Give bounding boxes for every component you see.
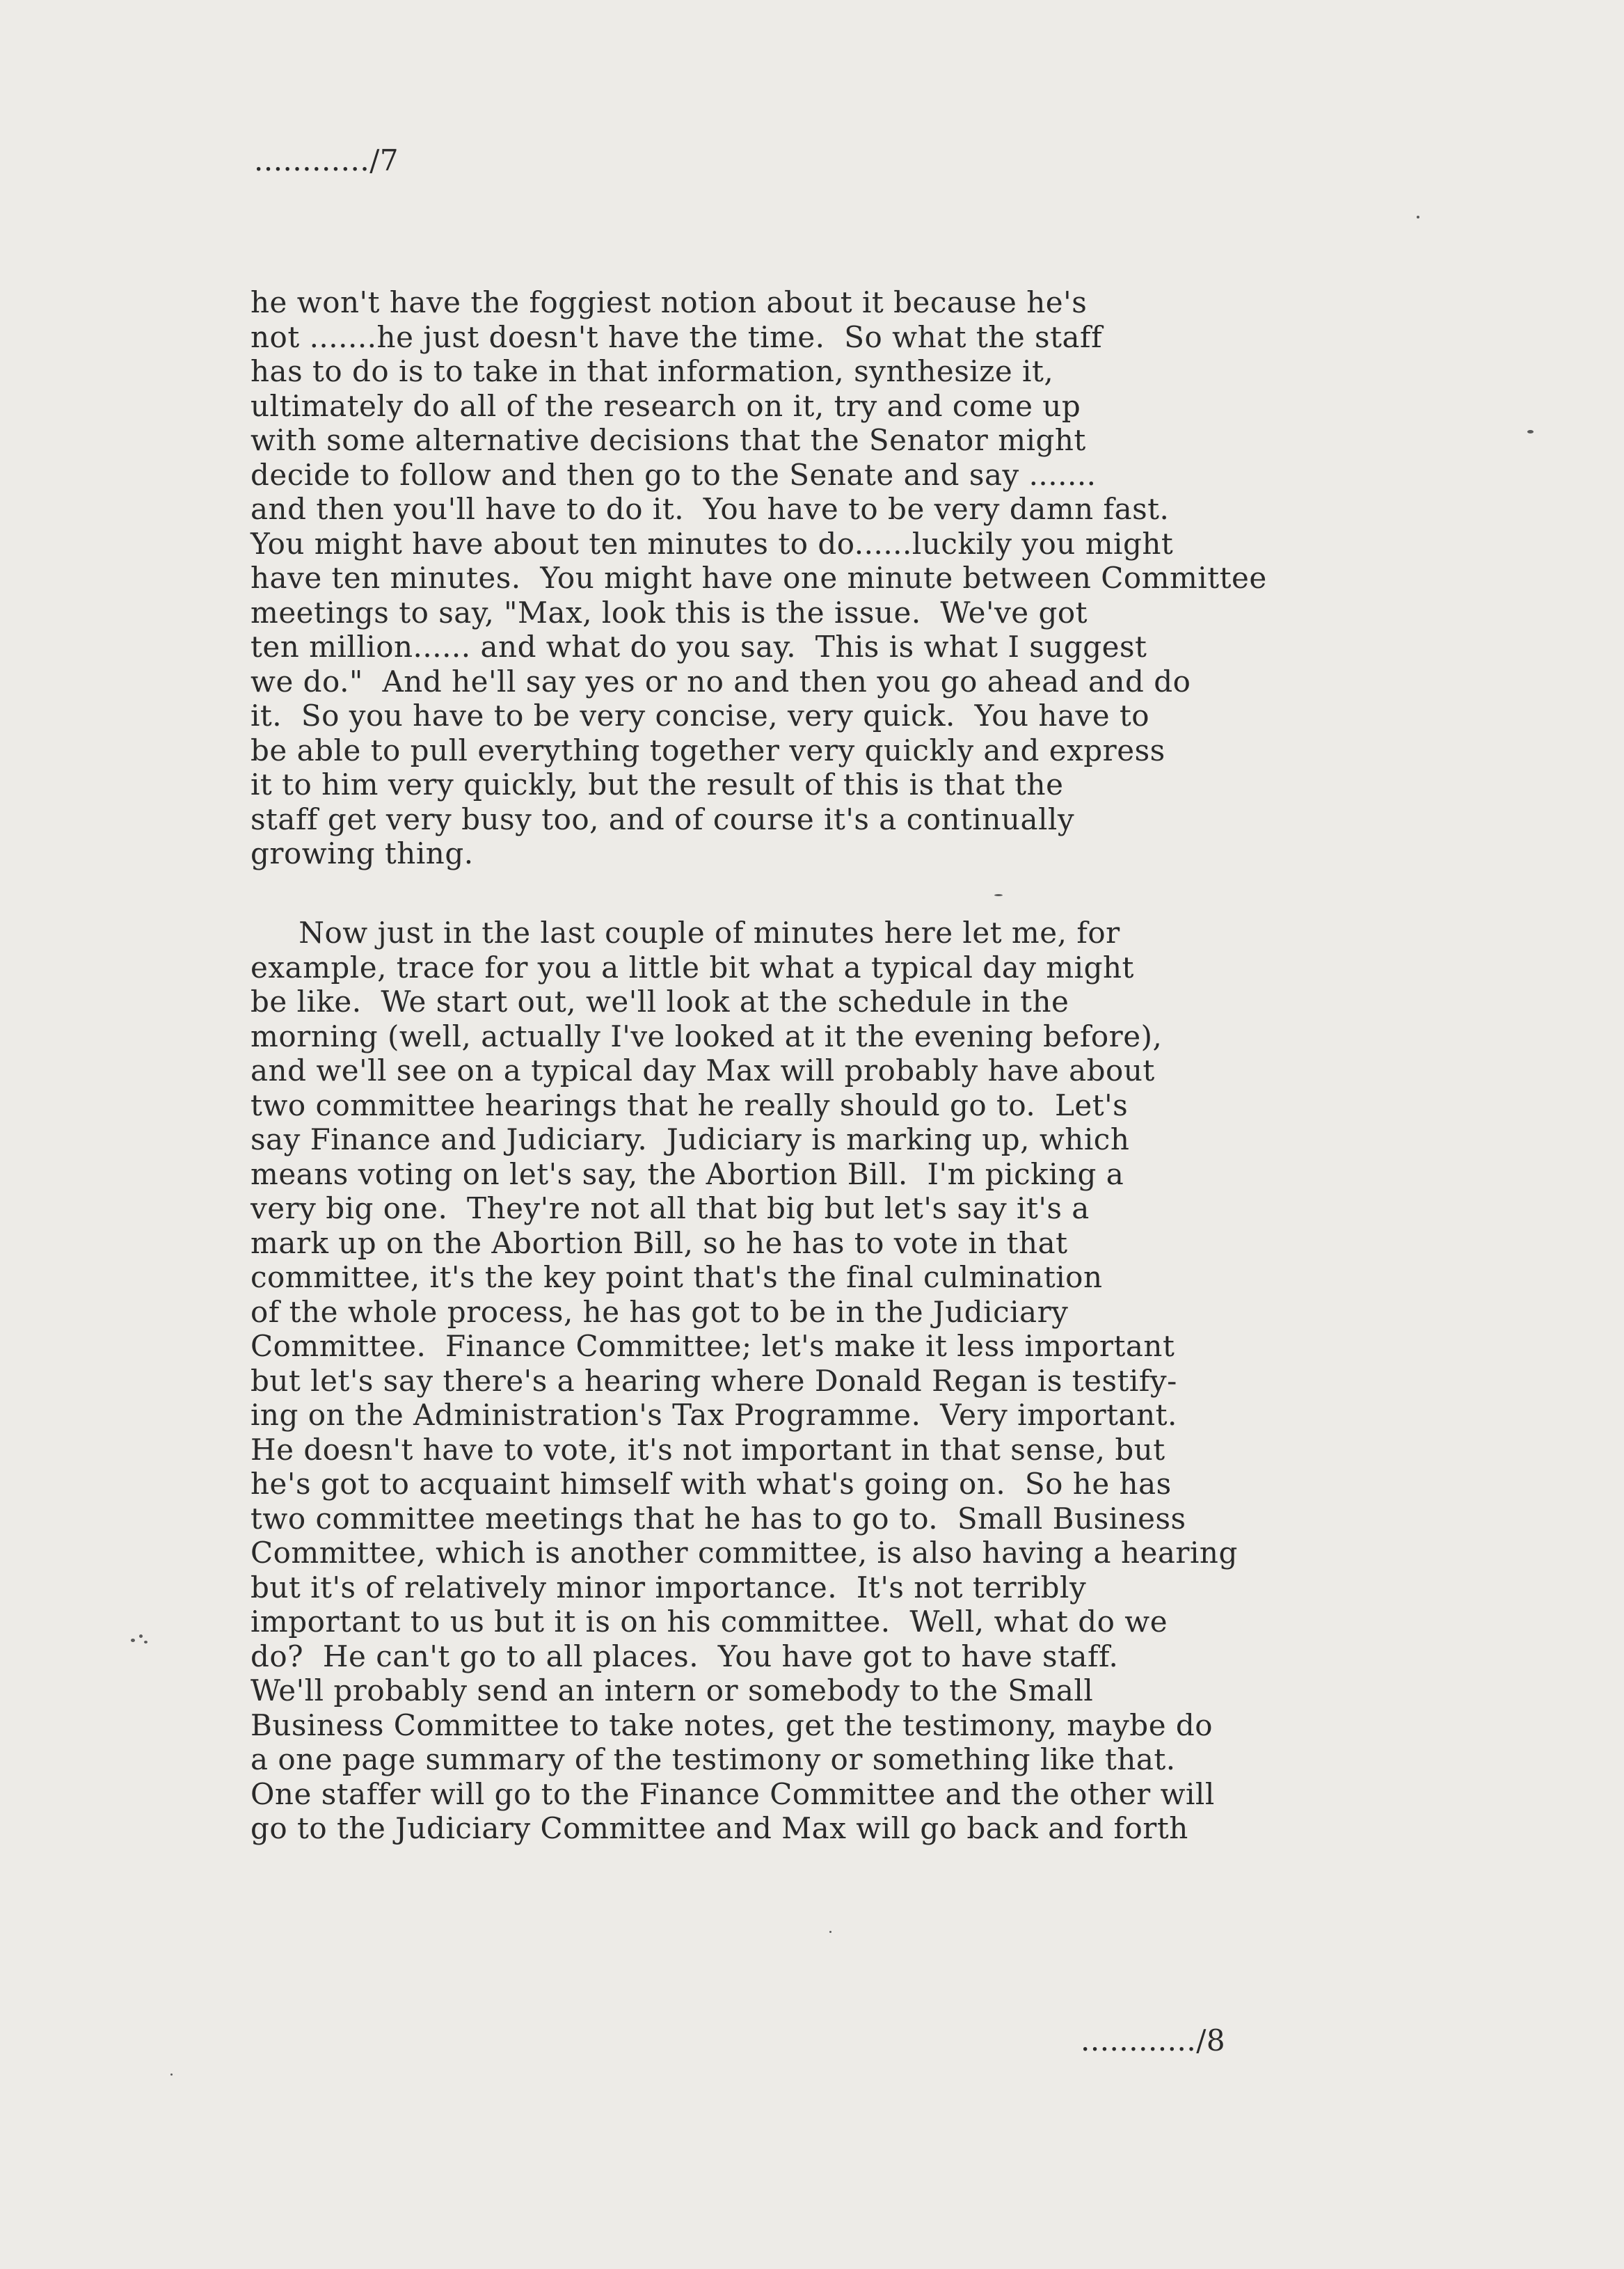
text-line: means voting on let's say, the Abortion Bill. I'm picking a <box>250 1156 1124 1191</box>
scan-speck <box>829 1931 831 1933</box>
text-line: ten million...... and what do you say. This is what I suggest <box>250 630 1147 664</box>
text-line: committee, it's the key point that's the final culmination <box>250 1260 1103 1294</box>
text-line: Committee. Finance Committee; let's make it less important <box>250 1329 1175 1363</box>
text-line: important to us but it is on his committee. Well, what do we <box>250 1605 1168 1639</box>
page-reference-footer: ............/8 <box>1081 2023 1226 2057</box>
text-line: mark up on the Abortion Bill, so he has to vote in that <box>250 1225 1068 1260</box>
text-line: has to do is to take in that information, synthesize it, <box>250 354 1054 388</box>
text-line: ultimately do all of the research on it, try and come up <box>250 388 1081 423</box>
text-line: do? He can't go to all places. You have got to have staff. <box>250 1639 1119 1673</box>
text-line: growing thing. <box>250 836 474 870</box>
scan-speck <box>139 1634 143 1638</box>
text-line: Business Committee to take notes, get the testimony, maybe do <box>250 1707 1213 1742</box>
paragraph-2 <box>250 916 1406 1846</box>
scan-speck <box>144 1641 148 1643</box>
text-line: of the whole process, he has got to be in the Judiciary <box>250 1294 1069 1329</box>
text-line: two committee hearings that he really should go to. Let's <box>250 1088 1129 1122</box>
text-line: Committee, which is another committee, is also having a hearing <box>250 1536 1238 1570</box>
text-line: with some alternative decisions that the Senator might <box>250 423 1086 457</box>
text-line: not .......he just doesn't have the time. So what the staff <box>250 319 1103 354</box>
scan-speck <box>1527 430 1534 433</box>
text-line: it to him very quickly, but the result of this is that the <box>250 767 1064 802</box>
text-line: he's got to acquaint himself with what's going on. So he has <box>250 1467 1172 1501</box>
text-line: go to the Judiciary Committee and Max will go back and forth <box>250 1811 1188 1845</box>
page-reference-header: ............/7 <box>254 143 399 177</box>
scan-speck <box>131 1639 135 1642</box>
paragraph-1 <box>250 285 1406 871</box>
scan-speck <box>170 2073 173 2076</box>
text-line: decide to follow and then go to the Senate and say ....... <box>250 457 1097 492</box>
text-line: but it's of relatively minor importance. It's not terribly <box>250 1570 1087 1605</box>
text-line: meetings to say, "Max, look this is the issue. We've got <box>250 595 1088 630</box>
text-line: ing on the Administration's Tax Programme. Very important. <box>250 1398 1177 1432</box>
text-line: morning (well, actually I've looked at it the evening before), <box>250 1019 1163 1053</box>
text-line: be like. We start out, we'll look at the schedule in the <box>250 985 1069 1019</box>
text-line: staff get very busy too, and of course it's a continually <box>250 802 1075 836</box>
text-line: it. So you have to be very concise, very quick. You have to <box>250 699 1150 733</box>
text-line: two committee meetings that he has to go to. Small Business <box>250 1501 1186 1536</box>
text-line: very big one. They're not all that big but let's say it's a <box>250 1191 1090 1225</box>
text-line: and then you'll have to do it. You have to be very damn fast. <box>250 492 1170 526</box>
text-line: One staffer will go to the Finance Committee and the other will <box>250 1776 1215 1811</box>
scan-speck <box>1417 216 1419 218</box>
text-line: we do." And he'll say yes or no and then you go ahead and do <box>250 664 1191 699</box>
text-line: say Finance and Judiciary. Judiciary is marking up, which <box>250 1122 1130 1156</box>
text-line: and we'll see on a typical day Max will probably have about <box>250 1053 1155 1088</box>
scan-speck <box>994 894 1003 896</box>
text-line: We'll probably send an intern or somebody to the Small <box>250 1673 1094 1707</box>
text-line: He doesn't have to vote, it's not important in that sense, but <box>250 1432 1165 1467</box>
text-line: example, trace for you a little bit what a typical day might <box>250 950 1134 985</box>
text-line: Now just in the last couple of minutes here let me, for <box>250 916 1120 950</box>
text-line: You might have about ten minutes to do......luckily you might <box>250 526 1174 561</box>
text-line: but let's say there's a hearing where Donald Regan is testify- <box>250 1363 1177 1398</box>
text-line: a one page summary of the testimony or something like that. <box>250 1742 1176 1776</box>
text-line: he won't have the foggiest notion about it because he's <box>250 285 1088 319</box>
text-line: have ten minutes. You might have one minute between Committee <box>250 561 1267 595</box>
text-line: be able to pull everything together very quickly and express <box>250 733 1165 767</box>
